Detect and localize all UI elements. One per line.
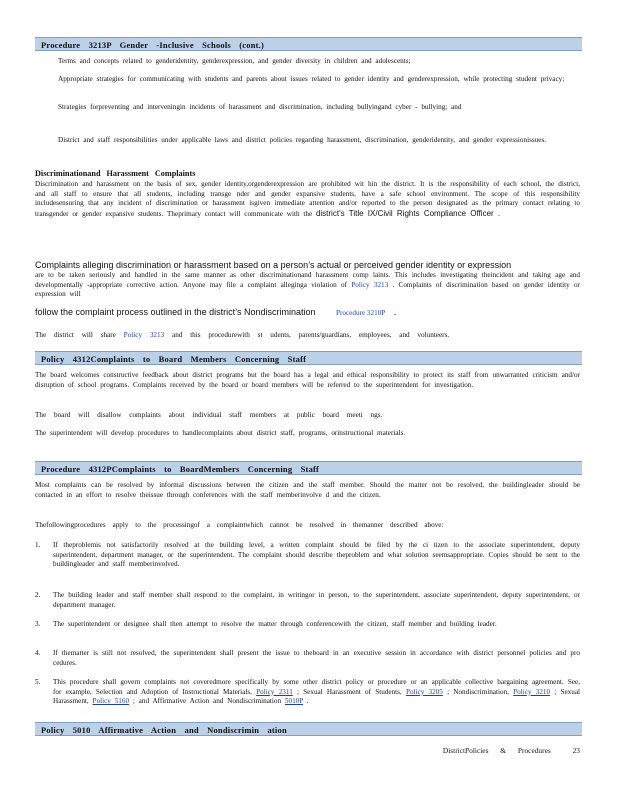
share-pre: The district will share: [35, 331, 116, 339]
policy-2311-link[interactable]: Policy 2311: [256, 687, 293, 696]
footer-title: DistrictPolicies & Procedures: [442, 746, 551, 755]
complaints-body-a: are to be taken seriously and handled in the same manner as other discriminationand harassment comp laints. This includes investigating theincident and taking age and developmentally -appropriate corrective action. Anyone may file a complaint allegingа violation of: [35, 271, 580, 289]
page-number: 23: [572, 746, 580, 755]
policy-3210-link[interactable]: Policy 3210: [513, 687, 551, 696]
procedure-5010p-link[interactable]: 5010P: [284, 697, 303, 706]
list-item: [35, 649, 580, 668]
discrimination-body: Discrimination and harassment on the basis of sex, gender identity,orgenderexpression are prohibited wit hin the district. It is the responsibility of each school, the district, and all staff to ensure that all students, including transge nder and gender expansive students, have a safe school environment. The scope of this responsibility includesensuring that any incident of discrimination or harassment isgiven immediate attention and/or reported to the person designated as the primary contact relating to transgender or gender expansive students. Theprimary contact will communicate with the: [35, 180, 580, 218]
bullet-text: Appropriate strategies for communicating with students and parents about issues related to gender identity and genderexpression, while protecting student privacy;: [58, 75, 565, 83]
policy-4312-paragraph-3: The superintendent will develop procedures to handlecomplaints about district staff, programs, orinstructional materials.: [35, 429, 406, 437]
item-number: 1.: [35, 541, 41, 549]
policy-5160-link[interactable]: Policy 5160: [92, 697, 130, 706]
procedure-4312p-paragraph-1: Most complaints can be resolved by informal discussions between the citizen and the staff member. Should the matter not be resolved, the buildingleader should be contacted in an effort to resolve theissue through conferences with the staff memberinvolve d and the citizen.: [35, 481, 580, 499]
policy-3213-link[interactable]: Policy 3213: [351, 280, 389, 289]
list-item: [35, 541, 580, 570]
procedure-4312p-paragraph-2: Thefollowingprocedures apply to the processingof a complaintwhich cannot be resolved in themanner described above:: [35, 521, 444, 529]
bullet-text: Strategies forpreventing and interveningin incidents of harassment and discrimination, including bullyingand cyber - bullying; and: [58, 103, 462, 111]
bullet-text: Terms and concepts related to genderidentity, genderexpression, and gender diversity in children and adolescents;: [58, 57, 411, 65]
item5-text-c: ; Nondiscrimination,: [447, 687, 509, 696]
policy-4312-paragraph-2: The board will disallow complaints about individual staff members at public board meeti ngs.: [35, 411, 383, 419]
list-item: [40, 75, 580, 85]
policy-3205-link[interactable]: Policy 3205: [405, 687, 443, 696]
section-header-policy-5010: Policy 5010 Affirmative Action and Nondiscrimin ation: [35, 722, 582, 736]
share-paragraph: [35, 331, 580, 341]
discrimination-paragraph: [35, 180, 580, 219]
item5-text-f: .: [306, 697, 309, 706]
page-footer: [443, 746, 580, 755]
complaint-process-line: [35, 307, 396, 318]
list-item: [35, 591, 580, 610]
compliance-officer-text: district’s Title IX/Civil Rights Compliance Officer .: [315, 208, 501, 218]
follow-process-text: follow the complaint process outlined in the district’s Nondiscrimination: [35, 307, 316, 317]
share-post: and this procedurewith st udents, parents/guardians, employees, and volunteers.: [172, 331, 450, 339]
list-item: [40, 57, 580, 67]
policy-4312-paragraph-1: The board welcomes constructive feedback about district programs but the board has a legal and ethical responsibility to protect its staff from unwarranted criticism and/or disruption of school programs. Complaints received by the board or board members will be referred to the superintendent for investigation.: [35, 371, 580, 389]
item-text: If thematter is still not resolved, the superintendent shall present the issue to theboard in an executive session in accordance with district personnel policies and pro cedures.: [53, 649, 580, 667]
policy-3213-link-2[interactable]: Policy 3213: [123, 331, 165, 339]
item-number: 4.: [35, 649, 41, 657]
item5-text-b: ; Sexual Harassment of Students,: [297, 687, 402, 696]
complaints-heading: Complaints alleging discrimination or harassment based on a person’s actual or perceived gender identity or expression: [35, 260, 512, 270]
list-item: [35, 620, 580, 630]
item5-text-e: ; and Affirmative Action and Nondiscrimination: [132, 697, 282, 706]
item5-text-a: This procedure shall govern complaints not coveredmore specifically by some other district policy or procedure or an applicable collective bargaining agreement. See, for example, Selection and Adoption of Instructional Materials,: [53, 678, 580, 696]
item-number: 3.: [35, 620, 41, 628]
procedure-3210p-link[interactable]: Procedure 3210P: [335, 309, 386, 317]
item-number: 2.: [35, 591, 41, 599]
item-text: [53, 678, 580, 707]
item5-text-d: ; Sexual Harassment,: [53, 687, 581, 706]
list-item: [40, 136, 580, 146]
section-header-procedure-4312p: Procedure 4312PComplaints to BoardMembers Concerning Staff: [35, 461, 582, 475]
complaints-body-b: . Complaints of discrimination based on gender identity or expression will: [35, 280, 580, 299]
list-item: [35, 678, 580, 707]
section-header-policy-4312: Policy 4312Complaints to Board Members Concerning Staff: [35, 351, 582, 365]
period: .: [393, 307, 397, 317]
item-number: 5.: [35, 678, 41, 686]
section-heading-discrimination: Discriminationand Harassment Complaints: [35, 169, 196, 178]
item-text: The superintendent or designee shall then attempt to resolve the matter through conferencewith the citizen, staff member and building leader.: [53, 620, 497, 628]
complaints-paragraph: [35, 271, 580, 300]
list-item: [40, 103, 580, 113]
item-text: If theproblemis not satisfactorily resolved at the building level, a written complaint should be filed by the ci tizen to the associate superintendent, deputy superintendent, department manager, or the superintendent. The complaint should describe theproblem and what solution seemsappropriate. Copies should be sent to the buildingleader and staff memberinvolved.: [53, 541, 580, 569]
item-text: The building leader and staff member shall respond to the complaint, in writingor in person, to the superintendent, associate superintendent, deputy superintendent, or department manager.: [53, 591, 580, 609]
section-header-procedure-3213p: Procedure 3213P Gender -Inclusive Schools (cont.): [35, 37, 582, 51]
bullet-text: District and staff responsibilities under applicable laws and district policies regarding harassment, discrimination, genderidentity, and gender expressionissues.: [58, 136, 547, 144]
